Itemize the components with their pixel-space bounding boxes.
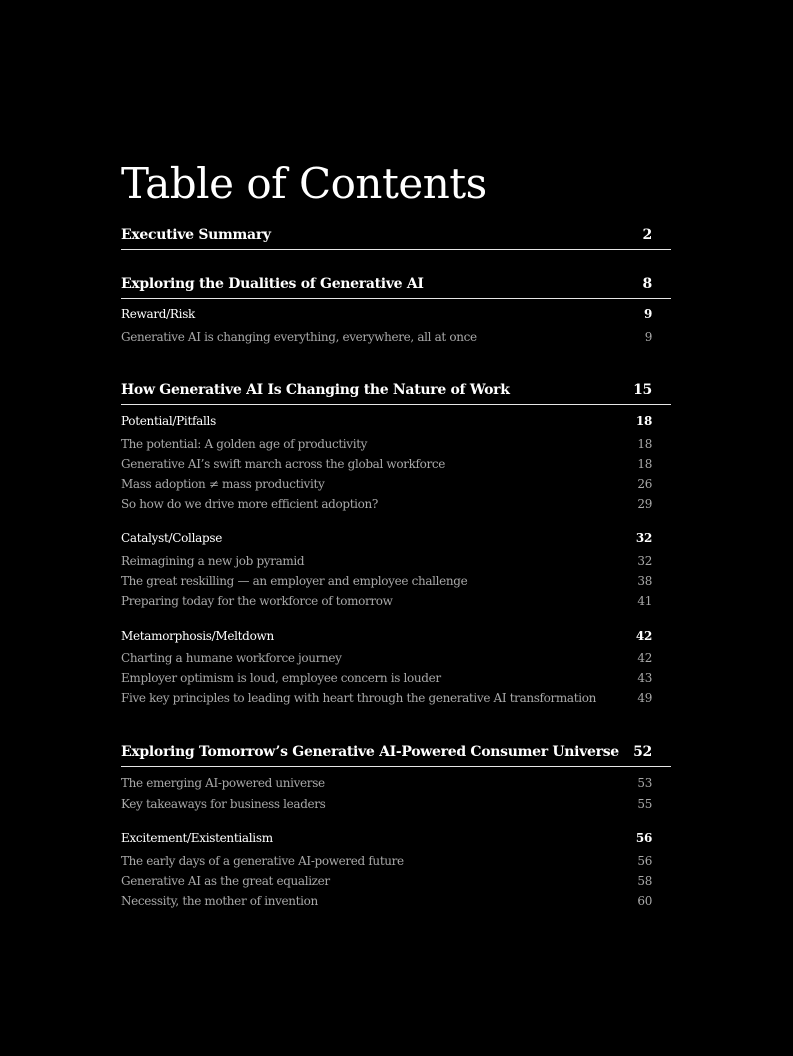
entry-title: Generative AI as the great equalizer <box>121 874 330 888</box>
entry-title: The early days of a generative AI-powered future <box>121 854 404 868</box>
entry-title: Five key principles to leading with heart through the generative AI transformation <box>121 691 596 705</box>
subsection-title: Metamorphosis/Meltdown <box>121 629 274 643</box>
page-title: Table of Contents <box>121 159 487 209</box>
subsection-page-number: 32 <box>635 531 652 545</box>
entry-page-number: 49 <box>637 691 652 705</box>
entry-title: Charting a humane workforce journey <box>121 651 342 665</box>
subsection-title: Excitement/Existentialism <box>121 831 273 845</box>
entry-title: The emerging AI-powered universe <box>121 776 325 790</box>
entry-title: Key takeaways for business leaders <box>121 797 326 811</box>
subsection-title: Potential/Pitfalls <box>121 414 216 428</box>
entry-page-number: 18 <box>637 437 652 451</box>
entry-title: Generative AI is changing everything, everywhere, all at once <box>121 330 477 344</box>
entry-title: The great reskilling — an employer and employee challenge <box>121 574 468 588</box>
toc-section-executive-summary[interactable] <box>121 227 671 250</box>
entry-page-number: 58 <box>637 874 652 888</box>
subsection-page-number: 42 <box>635 629 652 643</box>
entry-page-number: 38 <box>637 574 652 588</box>
entry-page-number: 43 <box>637 671 652 685</box>
subsection-page-number: 9 <box>643 307 652 321</box>
toc-section-nature-of-work[interactable] <box>121 382 671 405</box>
subsection-title: Reward/Risk <box>121 307 196 321</box>
subsection-page-number: 18 <box>635 414 652 428</box>
entry-page-number: 42 <box>637 651 652 665</box>
entry-page-number: 60 <box>637 894 652 908</box>
entry-page-number: 29 <box>637 497 652 511</box>
section-page-number: 8 <box>642 276 652 292</box>
section-title: Exploring the Dualities of Generative AI <box>121 276 424 292</box>
entry-title: So how do we drive more efficient adoption? <box>121 497 379 511</box>
entry-title: Necessity, the mother of invention <box>121 894 318 908</box>
section-page-number: 2 <box>642 227 652 243</box>
section-title: Exploring Tomorrow’s Generative AI-Powered Consumer Universe <box>121 744 619 760</box>
entry-title: Mass adoption ≠ mass productivity <box>121 477 325 491</box>
entry-page-number: 56 <box>637 854 652 868</box>
entry-title: Preparing today for the workforce of tomorrow <box>121 594 393 608</box>
subsection-page-number: 56 <box>635 831 652 845</box>
entry-page-number: 53 <box>637 776 652 790</box>
entry-title: Employer optimism is loud, employee concern is louder <box>121 671 441 685</box>
entry-title: Reimagining a new job pyramid <box>121 554 305 568</box>
section-page-number: 52 <box>633 744 652 760</box>
entry-title: Generative AI’s swift march across the global workforce <box>121 457 445 471</box>
entry-page-number: 18 <box>637 457 652 471</box>
entry-page-number: 32 <box>637 554 652 568</box>
subsection-title: Catalyst/Collapse <box>121 531 223 545</box>
section-page-number: 15 <box>633 382 652 398</box>
entry-page-number: 9 <box>644 330 652 344</box>
entry-page-number: 26 <box>637 477 652 491</box>
entry-page-number: 55 <box>637 797 652 811</box>
section-title: How Generative AI Is Changing the Nature of Work <box>121 382 510 398</box>
entry-title: The potential: A golden age of productivity <box>121 437 368 451</box>
toc-section-dualities[interactable] <box>121 276 671 299</box>
entry-page-number: 41 <box>637 594 652 608</box>
toc-section-consumer-universe[interactable] <box>121 744 671 767</box>
section-title: Executive Summary <box>121 227 271 243</box>
